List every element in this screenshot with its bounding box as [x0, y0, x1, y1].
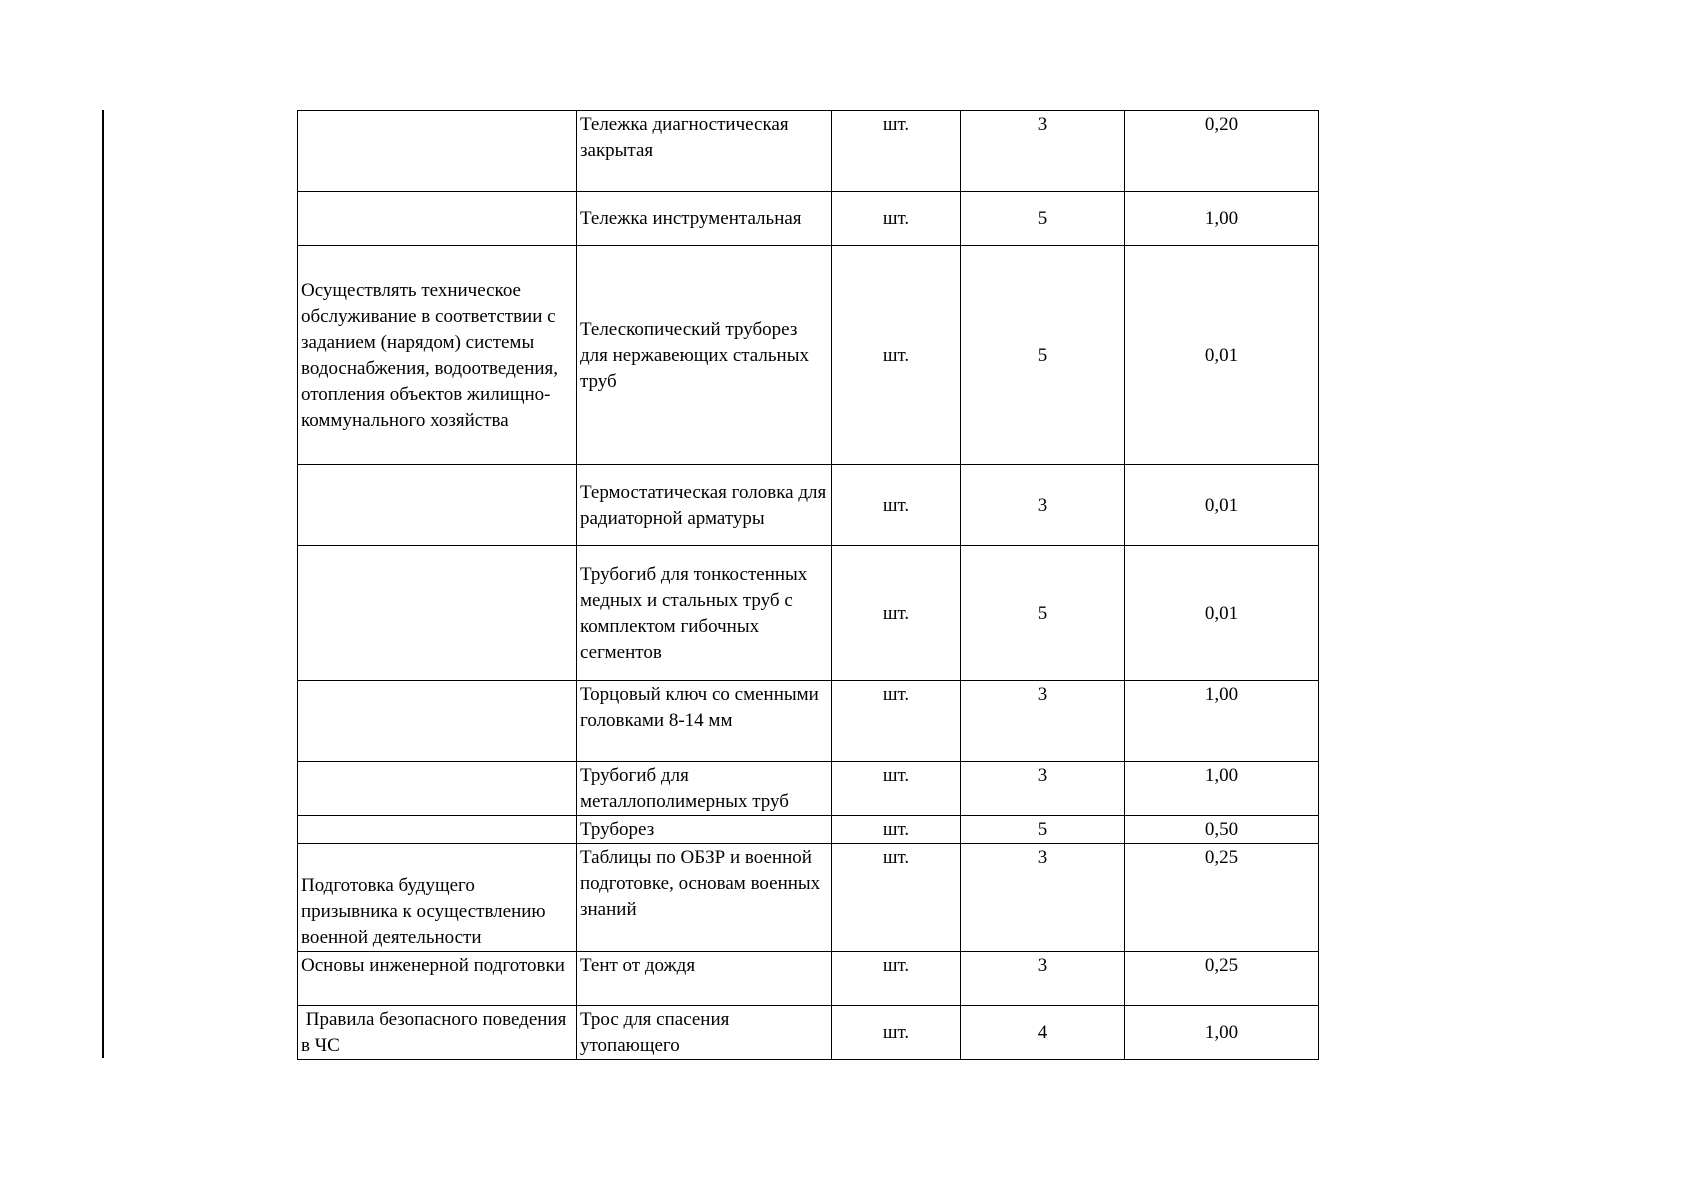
quantity-cell: 5 [961, 192, 1125, 246]
value-cell: 0,25 [1125, 844, 1319, 952]
unit-cell: шт. [832, 546, 961, 681]
equipment-cell: Труборез [577, 816, 832, 844]
page-margin-line [102, 110, 104, 1058]
unit-cell: шт. [832, 246, 961, 465]
quantity-cell: 3 [961, 844, 1125, 952]
activity-cell [298, 816, 577, 844]
table-row [298, 681, 1319, 762]
activity-cell [298, 465, 577, 546]
unit-cell: шт. [832, 465, 961, 546]
table-row [298, 546, 1319, 681]
activity-cell: Правила безопасного поведения в ЧС [298, 1006, 577, 1060]
equipment-cell: Тележка диагностическая закрытая [577, 111, 832, 192]
unit-cell: шт. [832, 681, 961, 762]
table-row [298, 952, 1319, 1006]
quantity-cell: 5 [961, 816, 1125, 844]
table-row [298, 465, 1319, 546]
unit-cell: шт. [832, 1006, 961, 1060]
quantity-cell: 3 [961, 111, 1125, 192]
table-row [298, 844, 1319, 952]
unit-cell: шт. [832, 192, 961, 246]
equipment-cell: Тент от дождя [577, 952, 832, 1006]
equipment-cell: Трубогиб для металлополимерных труб [577, 762, 832, 816]
quantity-cell: 5 [961, 546, 1125, 681]
quantity-cell: 3 [961, 681, 1125, 762]
table-row [298, 246, 1319, 465]
value-cell: 0,01 [1125, 246, 1319, 465]
activity-cell [298, 192, 577, 246]
table-row [298, 1006, 1319, 1060]
value-cell: 0,01 [1125, 546, 1319, 681]
value-cell: 1,00 [1125, 762, 1319, 816]
value-cell: 0,50 [1125, 816, 1319, 844]
table-row [298, 111, 1319, 192]
value-cell: 0,01 [1125, 465, 1319, 546]
value-cell: 0,20 [1125, 111, 1319, 192]
table-row [298, 816, 1319, 844]
quantity-cell: 5 [961, 246, 1125, 465]
equipment-cell: Трос для спасения утопающего [577, 1006, 832, 1060]
quantity-cell: 3 [961, 465, 1125, 546]
table-row [298, 192, 1319, 246]
unit-cell: шт. [832, 844, 961, 952]
unit-cell: шт. [832, 952, 961, 1006]
equipment-cell: Термостатическая головка для радиаторной арматуры [577, 465, 832, 546]
activity-cell: Основы инженерной подготовки [298, 952, 577, 1006]
unit-cell: шт. [832, 762, 961, 816]
quantity-cell: 3 [961, 762, 1125, 816]
value-cell: 0,25 [1125, 952, 1319, 1006]
equipment-table [297, 110, 1319, 1060]
unit-cell: шт. [832, 816, 961, 844]
equipment-cell: Телескопический труборез для нержавеющих стальных труб [577, 246, 832, 465]
equipment-cell: Торцовый ключ со сменными головками 8-14 мм [577, 681, 832, 762]
activity-cell [298, 111, 577, 192]
equipment-cell: Трубогиб для тонкостенных медных и стальных труб с комплектом гибочных сегментов [577, 546, 832, 681]
equipment-cell: Таблицы по ОБЗР и военной подготовке, основам военных знаний [577, 844, 832, 952]
activity-cell: Осуществлять техническое обслуживание в соответствии с заданием (нарядом) системы водоснабжения, водоотведения, отопления объектов жилищно-коммунального хозяйства [298, 246, 577, 465]
activity-cell [298, 546, 577, 681]
value-cell: 1,00 [1125, 681, 1319, 762]
quantity-cell: 4 [961, 1006, 1125, 1060]
table-row [298, 762, 1319, 816]
equipment-cell: Тележка инструментальная [577, 192, 832, 246]
value-cell: 1,00 [1125, 1006, 1319, 1060]
activity-cell [298, 762, 577, 816]
value-cell: 1,00 [1125, 192, 1319, 246]
activity-cell: Подготовка будущего призывника к осуществлению военной деятельности [298, 844, 577, 952]
activity-cell [298, 681, 577, 762]
unit-cell: шт. [832, 111, 961, 192]
quantity-cell: 3 [961, 952, 1125, 1006]
